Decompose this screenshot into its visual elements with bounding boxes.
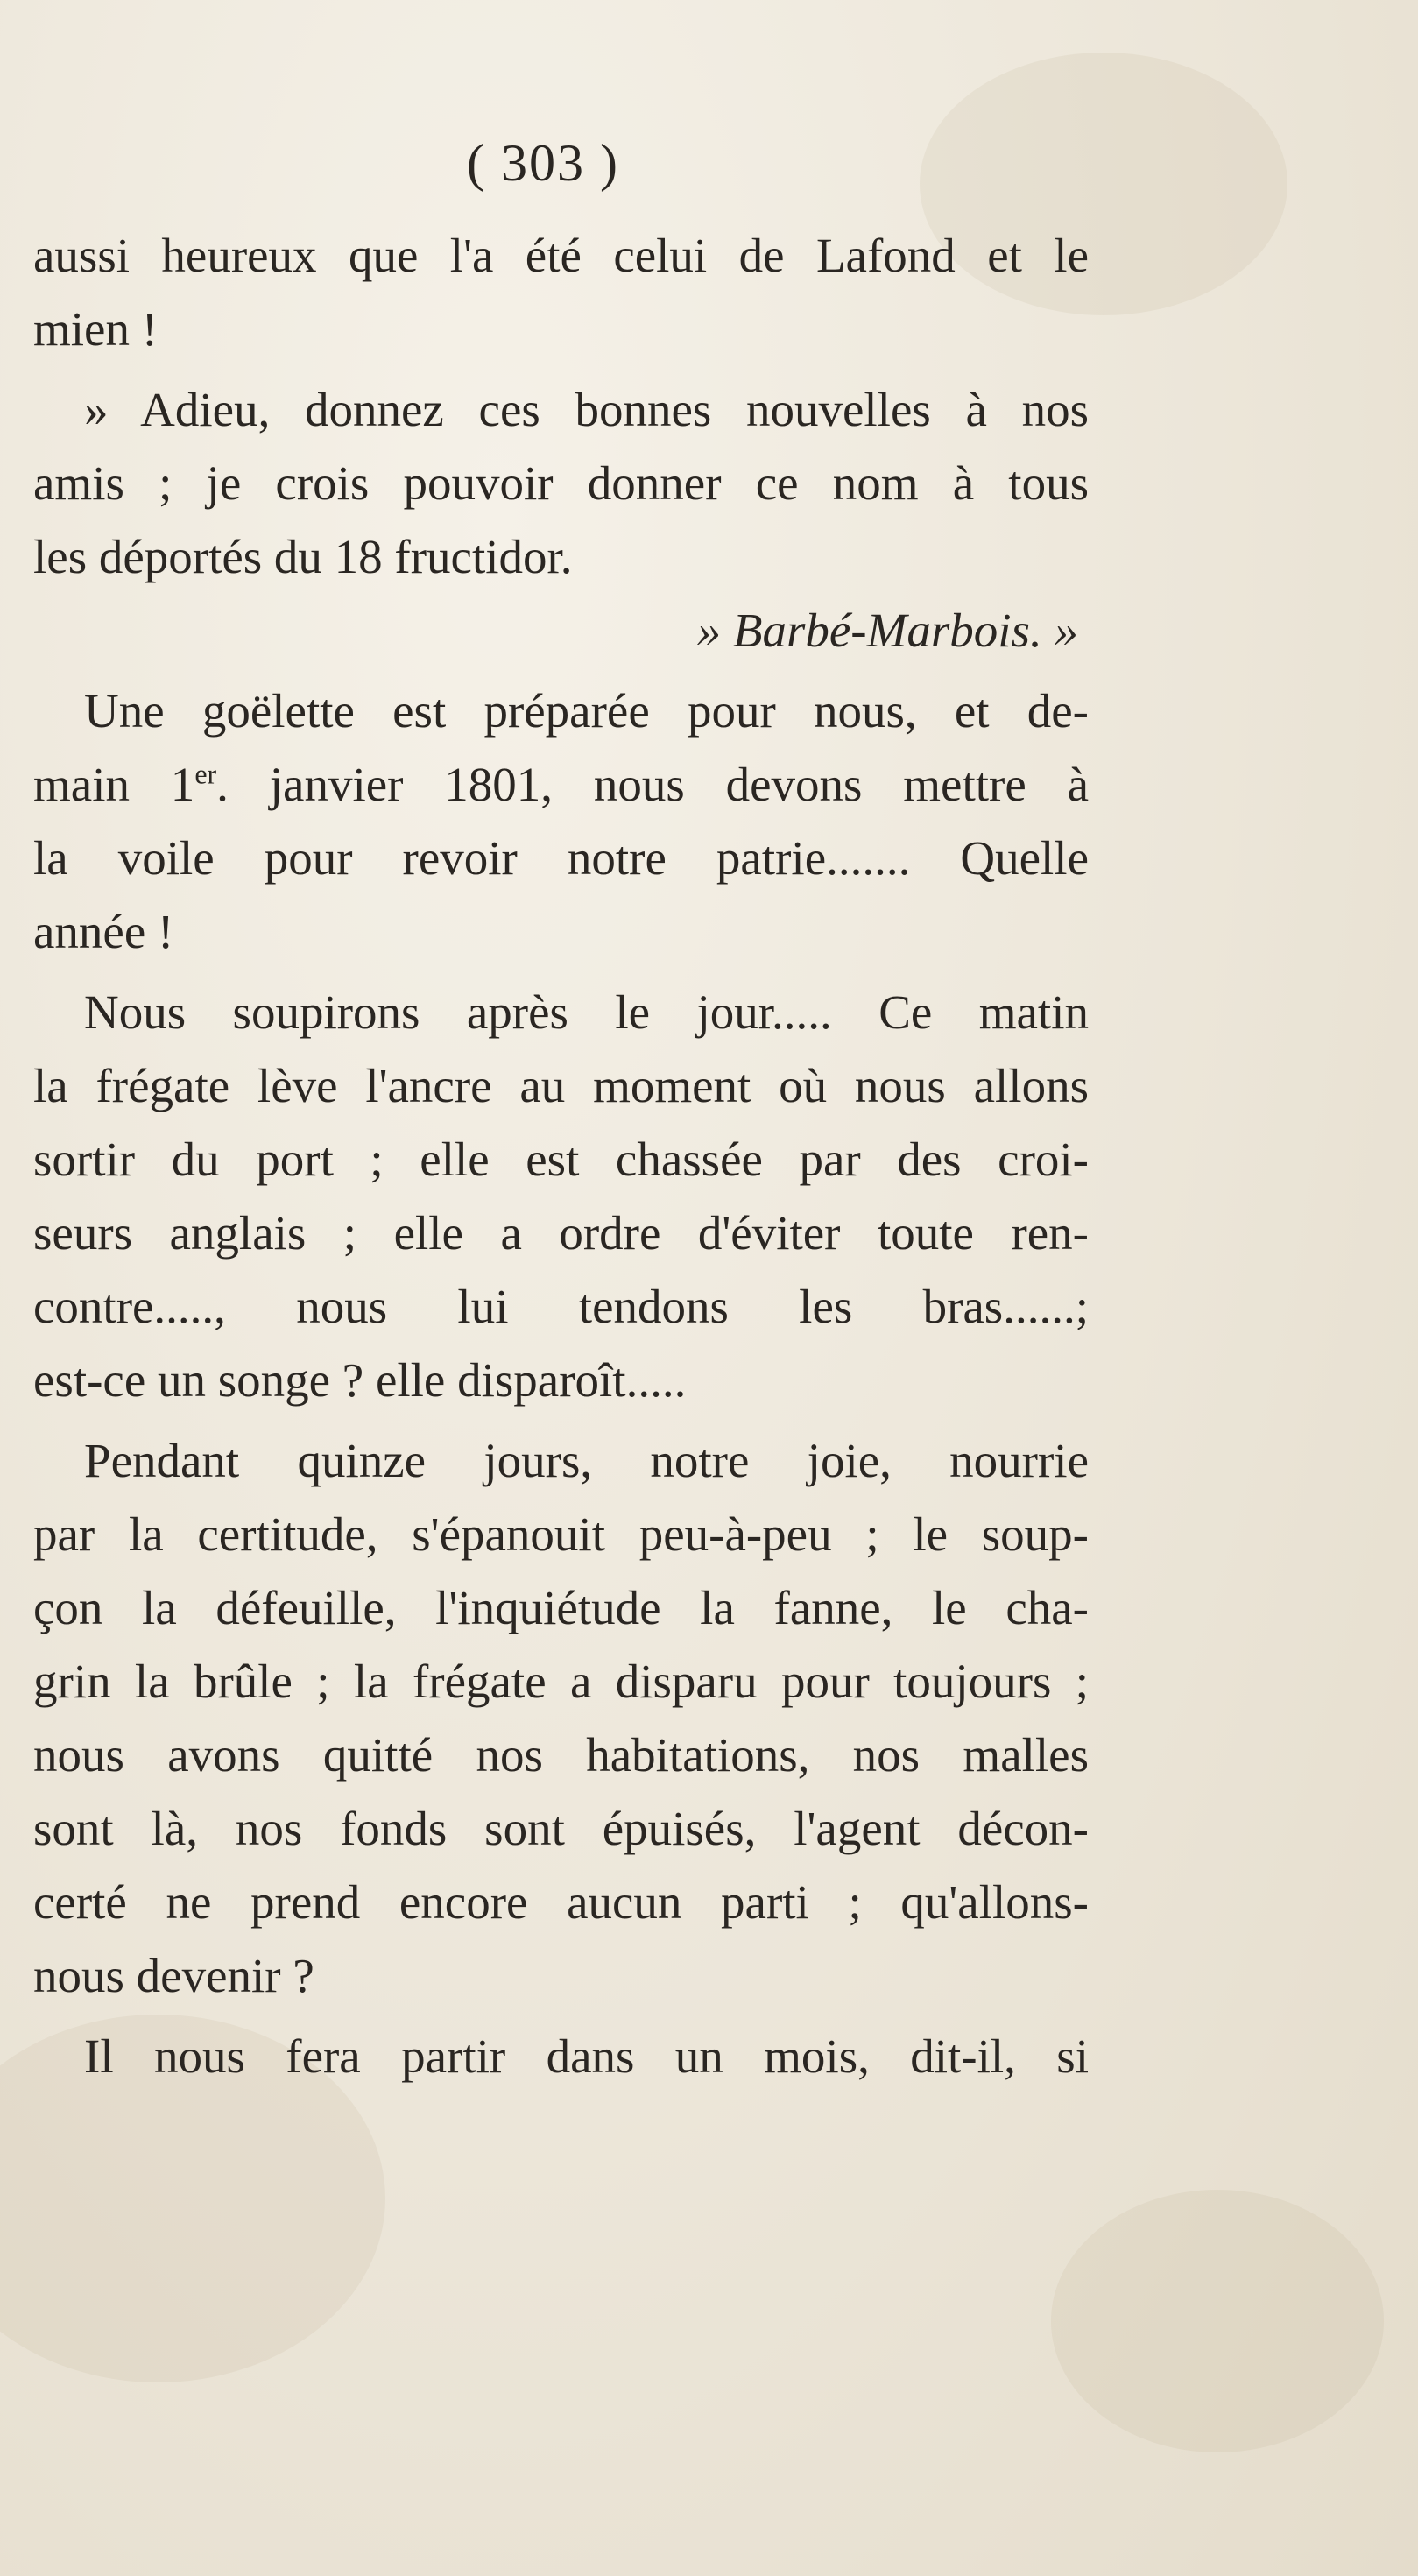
page-number: ( 303 ) xyxy=(467,134,619,192)
text-line: est-ce un songe ? elle disparoît..... xyxy=(33,1353,687,1407)
text-line: amis ; je crois pouvoir donner ce nom à tous xyxy=(33,456,1089,510)
text-line: aussi heureux que l'a été celui de Lafond et le xyxy=(33,229,1089,282)
text-line: seurs anglais ; elle a ordre d'éviter toute ren- xyxy=(33,1206,1089,1260)
text-line: sortir du port ; elle est chassée par des croi- xyxy=(33,1133,1089,1186)
text-line: mien ! xyxy=(33,302,159,356)
text-line: grin la brûle ; la frégate a disparu pour toujours ; xyxy=(33,1655,1089,1708)
paper-stain xyxy=(1051,2190,1384,2452)
text-line: les déportés du 18 fructidor. xyxy=(33,530,573,583)
text-fragment: . janvier 1801, nous devons mettre à xyxy=(216,758,1089,811)
text-line: année ! xyxy=(33,905,174,958)
text-line: Il nous fera partir dans un mois, dit-il, si xyxy=(84,2029,1089,2083)
letter-signature: » Barbé-Marbois. » xyxy=(696,603,1078,657)
text-line: par la certitude, s'épanouit peu-à-peu ; le soup- xyxy=(33,1507,1089,1561)
text-line: certé ne prend encore aucun parti ; qu'allons- xyxy=(33,1875,1089,1929)
text-line: contre....., nous lui tendons les bras......; xyxy=(33,1280,1089,1333)
text-line: çon la défeuille, l'inquiétude la fanne, le cha- xyxy=(33,1581,1089,1634)
text-line: Une goëlette est préparée pour nous, et de- xyxy=(84,684,1089,738)
text-line: nous devenir ? xyxy=(33,1949,314,2002)
ordinal-superscript: er xyxy=(194,758,217,790)
text-line: » Adieu, donnez ces bonnes nouvelles à nos xyxy=(84,383,1089,436)
text-line: la voile pour revoir notre patrie....... Quelle xyxy=(33,831,1089,885)
text-line: la frégate lève l'ancre au moment où nous allons xyxy=(33,1059,1089,1112)
text-line xyxy=(33,748,1089,822)
text-line: sont là, nos fonds sont épuisés, l'agent décon- xyxy=(33,1802,1089,1855)
text-fragment: main 1 xyxy=(33,758,195,811)
text-line: Nous soupirons après le jour..... Ce matin xyxy=(84,985,1089,1039)
text-line: nous avons quitté nos habitations, nos malles xyxy=(33,1728,1089,1782)
body-text xyxy=(33,219,1089,2093)
text-line: Pendant quinze jours, notre joie, nourrie xyxy=(84,1434,1089,1487)
